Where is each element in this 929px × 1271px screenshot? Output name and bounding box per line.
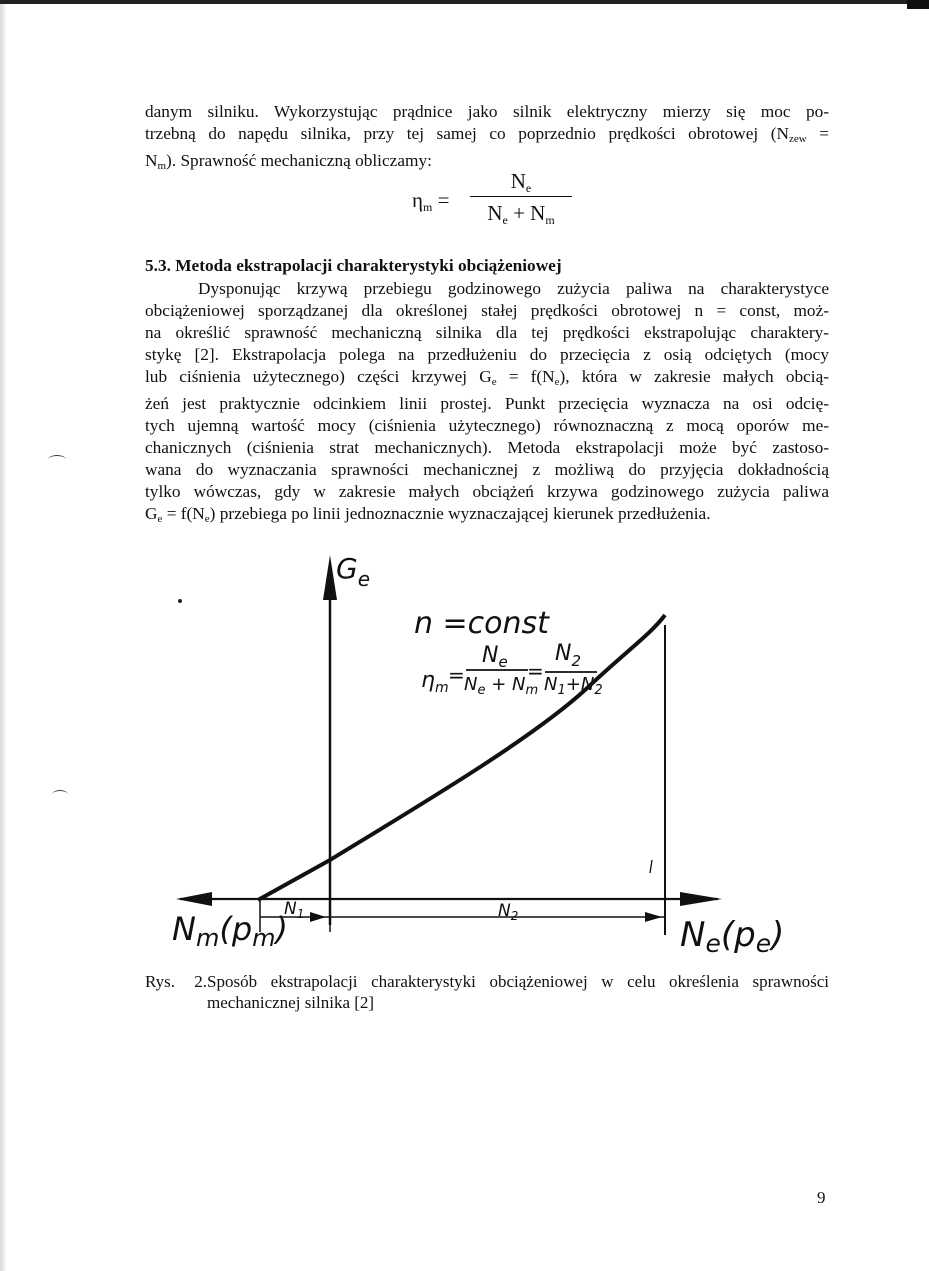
text-run: = [806,124,829,143]
dimension-arrow-n2 [645,912,662,922]
subscript: e [491,376,497,388]
paragraph-line [145,344,829,366]
stray-dot [178,599,182,603]
small-tick-mark [650,860,652,873]
text-run: tylko wówczas, gdy w zakresie małych obciążeń krzywa godzinowego zużycia paliwa [145,482,829,501]
paragraph-line [145,393,829,415]
paragraph-1 [145,101,829,177]
segment-n1-label: $N_1$ [284,899,305,921]
subscript: e [157,513,163,525]
caption-text: Sposób ekstrapolacji charakterystyki obciążeniowej w celu określenia sprawności [207,972,829,991]
figure-frac2-num: $N_2$ [555,641,582,670]
x-axis-right-arrowhead [680,892,722,906]
paragraph-line [145,503,829,530]
page-corner-mark [907,0,929,9]
text-run: wana do wyznaczania sprawności mechanicznej z możliwą do przyjęcia dokładnością [145,460,829,479]
paragraph-line [145,278,829,300]
caption-text: mechanicznej silnika [2] [207,993,375,1012]
formula-fraction [470,168,572,226]
figure-eta: $\eta_m$ [421,668,449,696]
paragraph-line [145,366,829,393]
formula-denominator [470,200,572,226]
symbol: N [487,201,503,226]
text-run: Dysponując krzywą przebiegu godzinowego zużycia paliwa na charakterystyce [198,279,829,298]
text-run: obciążeniowej sporządzanej dla określonej stałej prędkości obrotowej n = const, moż- [145,301,829,320]
text-run: na określić sprawność mechaniczną silnika dla tej prędkości ekstrapolując charaktery- [145,323,829,342]
paragraph-line [145,300,829,322]
paragraph-line [145,123,829,150]
subscript: m [545,213,555,228]
figure-frac2-den: $N_1+N_2$ [544,674,603,698]
page-top-rule [0,0,929,4]
paragraph-line [145,481,829,503]
subscript: zew [789,133,807,145]
figure-equals-1: = [448,663,465,687]
subscript: e [502,213,508,228]
figure-frac1-num: $N_e$ [482,643,508,671]
text-run: = f(N [162,504,205,523]
section-heading [145,256,562,276]
subscript: e [525,181,532,195]
text-run: lub ciśnienia użytecznego) części krzywej G [145,367,492,386]
text-run: G [145,504,158,523]
text-run: żeń jest praktycznie odcinkiem linii prostej. Punkt przecięcia wyznacza na osi odcię- [145,394,829,413]
y-axis-label: $G_e$ [336,552,371,591]
caption-line [145,971,829,992]
page-number: 9 [817,1188,826,1207]
paragraph-2 [145,278,829,530]
plus-sign: + [507,201,531,226]
paragraph-line [145,415,829,437]
subscript: e [204,513,210,525]
text-run: ) przebiega po linii jednoznacznie wyznaczającej kierunek przedłużenia. [209,504,711,523]
symbol: N [510,169,526,193]
subscript: e [554,376,560,388]
dimension-arrow-n1 [310,912,326,922]
text-run: ), która w zakresie małych obcią- [559,367,830,386]
scan-mark [48,455,66,464]
segment-n2-label: $N_2$ [498,901,519,923]
diagram-svg [0,540,929,970]
paragraph-line [145,322,829,344]
formula-lhs [412,188,449,215]
text-run: chanicznych (ciśnienia strat mechanicznych). Metoda ekstrapolacji może być zastoso- [145,438,829,457]
text-run: N [145,151,158,170]
extrapolation-diagram [0,540,929,970]
subscript: m [422,200,433,214]
fraction-bar [470,196,572,197]
x-axis-left-arrowhead [176,892,212,906]
formula-numerator [470,168,572,194]
paragraph-line [145,101,829,123]
text-run: trzebną do napędu silnika, przy tej samej co poprzednio prędkości obrotowej (N [145,124,789,143]
paragraph-line [145,437,829,459]
text-run: tych ujemną wartość mocy (ciśnienia użytecznego) równoznaczną z mocą oporów me- [145,416,829,435]
eta-symbol: η [412,188,423,212]
fuel-consumption-curve [258,615,665,900]
figure-frac1-den: $N_e + N_m$ [464,674,539,698]
x-right-label: Ne(pe) [680,915,785,958]
condition-label: n =const [414,606,549,641]
extrapolation-line [258,860,330,900]
text-run: = f(N [496,367,555,386]
text-run: danym silniku. Wykorzystując prądnice jako silnik elektryczny mierzy się moc po- [145,102,829,121]
figure-equals-2: = [527,659,544,683]
equals-sign: = [437,188,450,212]
paragraph-line [145,459,829,481]
symbol: N [530,201,546,226]
section-title: Metoda ekstrapolacji charakterystyki obciążeniowej [175,256,562,275]
text-run: stykę [2]. Ekstrapolacja polega na przedłużeniu do przecięcia z osią odciętych (mocy [145,345,829,364]
caption-label: Rys. 2. [145,972,207,991]
text-run: ). Sprawność mechaniczną obliczamy: [166,151,432,170]
x-left-label: Nm(pm) [172,910,288,952]
subscript: m [157,160,167,172]
section-number: 5.3. [145,256,171,275]
figure-caption [145,971,829,1013]
y-axis-arrowhead [323,555,337,600]
